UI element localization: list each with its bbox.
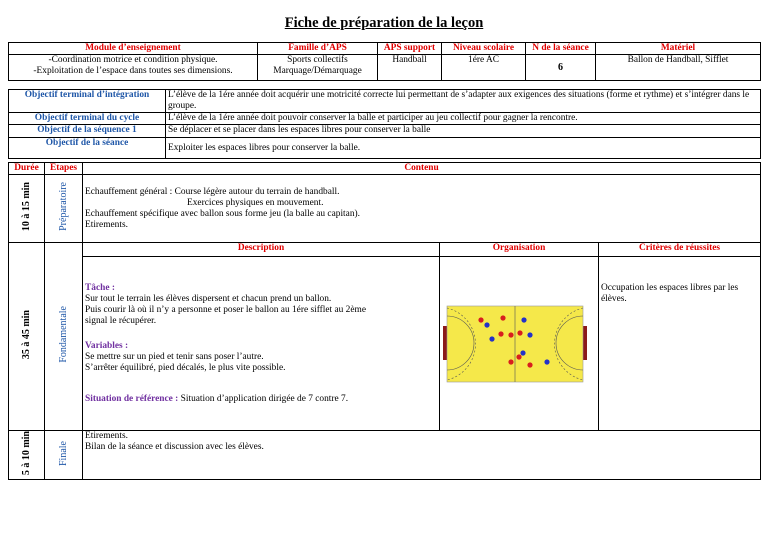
final-duration: 5 à 10 min (9, 431, 45, 480)
description-cell: Tâche : Sur tout le terrain les élèves dispersent et chacun prend un ballon. Puis courir là où il n’y a personne et poser le ballon au 1ére sifflet au 2ème signal le récupérer. Variables : Se mettre sur un pied et tenir sans poser l’autre. S’arrêter équilibré, pied décalés, le plus vite possible. Situation de référence : Situation d’application dirigée de 7 contre 7. (83, 257, 440, 431)
seance-value: 6 (526, 55, 596, 81)
module-value: -Coordination motrice et condition physique. -Exploitation de l’espace dans toutes ses dimensions. (9, 55, 258, 81)
contenu-header: Contenu (83, 163, 761, 175)
player-red (478, 317, 483, 322)
right-goal (583, 326, 587, 360)
player-red (516, 354, 521, 359)
module-label: Module d’enseignement (9, 43, 258, 55)
final-stage: Finale (45, 431, 83, 480)
organisation-cell (440, 257, 599, 431)
etapes-header: Etapes (45, 163, 83, 175)
player-blue (489, 336, 494, 341)
fond-stage: Fondamentale (45, 243, 83, 431)
player-red (498, 331, 503, 336)
famille-label: Famille d’APS (258, 43, 378, 55)
player-blue (520, 350, 525, 355)
player-red (500, 315, 505, 320)
player-red (508, 359, 513, 364)
content-table (8, 162, 761, 480)
objective-label: Objectif de la séquence 1 (9, 125, 166, 138)
objective-label: Objectif de la séance (9, 138, 166, 159)
duree-header: Durée (9, 163, 45, 175)
objectives-table (8, 89, 761, 159)
player-red (508, 332, 513, 337)
page-title: Fiche de préparation de la leçon (284, 15, 484, 31)
criteres-cell: Occupation les espaces libres par les élèves. (599, 257, 761, 431)
prep-duration: 10 à 15 min (9, 175, 45, 243)
materiel-value: Ballon de Handball, Sifflet (596, 55, 761, 81)
prep-content: Echauffement général : Course légère autour du terrain de handball. Exercices physiques en mouvement. Echauffement spécifique avec ballon sous forme jeu (la balle au capitan). Etirements. (83, 175, 761, 243)
description-header: Description (83, 243, 440, 257)
player-blue (544, 359, 549, 364)
organisation-header: Organisation (440, 243, 599, 257)
player-red (527, 362, 532, 367)
fond-duration: 35 à 45 min (9, 243, 45, 431)
player-blue (521, 317, 526, 322)
niveau-value: 1ére AC (442, 55, 526, 81)
aps-label: APS support (378, 43, 442, 55)
objective-text: L’élève de la 1ére année doit acquérir une motricité correcte lui permettant de s’adapter aux exigences des situations (forme et rythme) et s’intégrer dans le groupe. (166, 90, 761, 113)
aps-value: Handball (378, 55, 442, 81)
header-table (8, 42, 761, 81)
objective-text: Se déplacer et se placer dans les espaces libres pour conserver la balle (166, 125, 761, 138)
niveau-label: Niveau scolaire (442, 43, 526, 55)
objective-text: Exploiter les espaces libres pour conserver la balle. (166, 138, 761, 159)
seance-label: N de la séance (526, 43, 596, 55)
player-blue (484, 322, 489, 327)
materiel-label: Matériel (596, 43, 761, 55)
criteres-header: Critères de réussites (599, 243, 761, 257)
objective-label: Objectif terminal d’intégration (9, 90, 166, 113)
famille-value: Sports collectifs Marquage/Démarquage (258, 55, 378, 81)
player-red (517, 330, 522, 335)
objective-text: L’élève de la 1ére année doit pouvoir conserver la balle et participer au jeu collectif pour gagner la rencontre. (166, 113, 761, 125)
player-blue (527, 332, 532, 337)
left-goal (443, 326, 447, 360)
prep-stage: Préparatoire (45, 175, 83, 243)
objective-label: Objectif terminal du cycle (9, 113, 166, 125)
handball-court-diagram (440, 304, 598, 384)
final-content: Etirements. Bilan de la séance et discussion avec les élèves. (83, 431, 761, 480)
